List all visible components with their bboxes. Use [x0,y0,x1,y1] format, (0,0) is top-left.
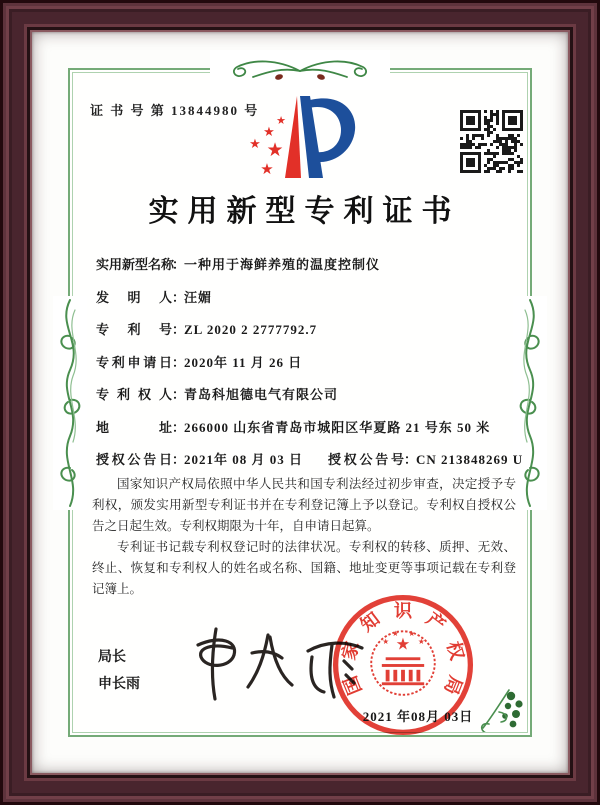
officer-post: 局长 [98,650,126,665]
grant-number-pair [328,449,523,468]
colon: ： [172,322,186,337]
certificate-number: 证 书 号 第 13844980 号 [90,103,260,118]
cnipa-logo-icon [243,90,361,182]
svg-text:★: ★ [408,629,416,639]
certificate-paper [68,68,532,737]
svg-text:★: ★ [276,114,286,127]
field-value: 2021年 08 月 03 日 [184,452,304,467]
svg-text:局: 局 [440,673,466,698]
field-label: 专利申请日 [96,354,172,370]
right-swirl-ornament [513,296,547,510]
colon: ： [172,354,186,370]
grant-date-pair [96,452,303,467]
svg-text:家: 家 [338,639,363,663]
field-row-patentee [96,384,510,417]
field-value: 266000 山东省青岛市城阳区华夏路 21 号东 50 米 [184,419,491,435]
field-row-inventor [96,287,510,320]
field-label: 专利权人 [96,387,172,402]
colon: ： [172,387,186,402]
swirl-icon [53,296,87,510]
svg-text:★: ★ [263,125,275,140]
field-value: 汪媚 [184,289,213,305]
field-label: 实用新型名称 [96,257,175,272]
field-value: 青岛科旭德电气有限公司 [184,387,339,402]
svg-text:★: ★ [395,634,411,654]
field-label: 授权公告日 [96,452,172,467]
flourish-icon [215,51,385,89]
svg-text:识: 识 [393,600,413,621]
colon: ： [172,419,186,435]
field-label: 发明人 [96,289,172,305]
colon: ： [172,452,186,467]
field-row-patent-no [96,319,510,352]
field-value: 一种用于海鲜养殖的温度控制仪 [184,257,381,272]
svg-text:★: ★ [266,139,284,161]
swirl-icon [513,296,547,510]
svg-text:★: ★ [382,636,390,646]
field-label: 授权公告号 [328,452,404,467]
officer-block [98,644,140,698]
colon: ： [172,289,186,305]
field-value: 2020年 11 月 26 日 [184,354,303,370]
legal-text [92,474,516,600]
qr-code [460,110,523,173]
top-flourish-ornament [210,50,390,90]
white-mat [32,32,568,773]
seal-date: 2021 年08月 03日 [362,709,474,724]
svg-text:权: 权 [443,639,468,663]
field-label: 专利号 [96,322,172,337]
legal-paragraph-1: 国家知识产权局依照中华人民共和国专利法经过初步审查，决定授予专利权，颁发实用新型专利证书并在专利登记簿上予以登记。专利权自授权公告之日起生效。专利权期限为十年，自申请日起算。 [92,477,516,533]
field-list [96,254,524,482]
svg-text:★: ★ [249,137,261,152]
colon: ： [172,257,186,272]
field-label: 地址 [96,419,172,435]
field-row-address [96,417,510,450]
svg-text:★: ★ [417,636,425,646]
svg-text:★: ★ [260,160,274,178]
svg-text:国: 国 [340,673,366,698]
field-row-filing-date [96,352,510,385]
colon: ： [404,452,418,467]
officer-name: 申长雨 [98,677,140,692]
svg-text:知: 知 [356,608,384,636]
svg-text:产: 产 [422,608,450,636]
legal-paragraph-2: 专利证书记载专利权登记时的法律状况。专利权的转移、质押、无效、终止、恢复和专利权人的姓名或名称、国籍、地址变更等事项记载在专利登记簿上。 [92,540,516,596]
svg-text:★: ★ [391,629,399,639]
field-value: ZL 2020 2 2777792.7 [184,322,318,337]
certificate-title: 实用新型专利证书 [148,195,461,228]
field-row-name [96,254,510,287]
field-value: CN 213848269 U [416,452,524,467]
left-swirl-ornament [53,296,87,510]
